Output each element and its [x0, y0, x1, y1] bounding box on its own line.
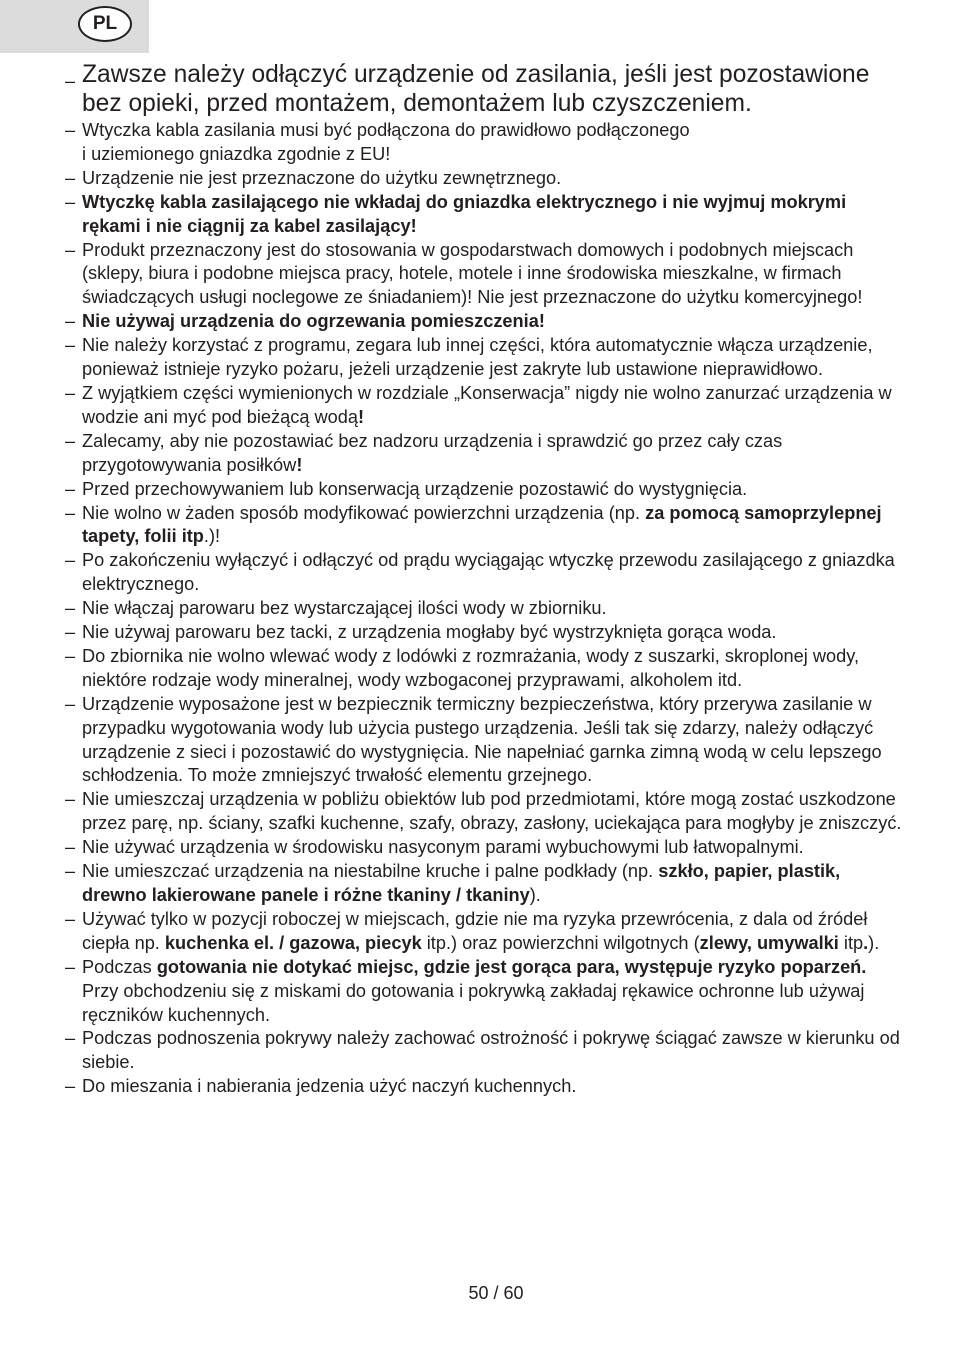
text-segment: Produkt przeznaczony jest do stosowania w gospodarstwach domowych i podobnych miejscach (sklepy, biura i podobne miejsca pracy, hotele, motele i inne środowiska mieszkalne, w firmach świadczących usługi noclegowe ze śniadaniem)! Nie jest przeznaczone do użytku komercyjnego! [82, 239, 863, 308]
list-item [65, 788, 905, 836]
text-segment: Nie używaj parowaru bez tacki, z urządzenia mogłaby być wystrzyknięta gorąca woda. [82, 622, 777, 643]
list-dash: – [65, 622, 76, 643]
list-item-text [82, 597, 905, 621]
list-item [65, 61, 905, 118]
list-dash: – [65, 120, 76, 140]
text-segment: Nie wolno w żaden sposób modyfikować powierzchni urządzenia (np. [82, 502, 646, 523]
list-dash: – [65, 645, 76, 666]
list-item [65, 478, 905, 502]
list-item-text [82, 788, 905, 836]
list-item-text [82, 239, 905, 311]
list-item-text [82, 860, 905, 908]
list-dash: – [65, 956, 76, 977]
language-badge: PL [78, 6, 132, 42]
list-item-text [82, 645, 905, 693]
list-dash: – [65, 239, 76, 260]
list-dash: – [65, 71, 76, 91]
language-tab [0, 0, 149, 53]
list-item-text [82, 310, 905, 334]
list-item [65, 1075, 905, 1099]
bold-text: gotowania nie dotykać miejsc, gdzie jest gorąca para, występuje ryzyko poparzeń. [156, 956, 867, 977]
list-dash: – [65, 502, 76, 523]
safety-instructions-list [65, 61, 905, 1099]
list-item [65, 836, 905, 860]
list-item [65, 191, 905, 239]
list-dash: – [65, 908, 76, 929]
list-dash: – [65, 789, 76, 810]
list-item-text [82, 1075, 905, 1099]
list-dash: – [65, 311, 76, 332]
text-segment: Zalecamy, aby nie pozostawiać bez nadzoru urządzenia i sprawdzić go przez cały czas przygotowywania posiłków [82, 430, 783, 475]
list-dash: – [65, 861, 76, 882]
list-dash: – [65, 191, 76, 212]
text-segment: Po zakończeniu wyłączyć i odłączyć od prądu wyciągając wtyczkę przewodu zasilającego z gniazdka elektrycznego. [82, 550, 895, 595]
list-item-text [82, 908, 905, 956]
list-item-text [82, 836, 905, 860]
list-dash: – [65, 167, 76, 188]
list-item [65, 167, 905, 191]
bold-text: Nie używaj urządzenia do ogrzewania pomieszczenia! [82, 311, 545, 332]
list-item [65, 693, 905, 789]
text-segment: Urządzenie nie jest przeznaczone do użytku zewnętrznego. [82, 167, 562, 188]
list-dash: – [65, 478, 76, 499]
bold-text: ! [296, 454, 303, 475]
list-item [65, 502, 905, 550]
list-item-text [82, 956, 905, 1028]
list-item [65, 956, 905, 1028]
list-item-text [82, 167, 905, 191]
bold-text: szkło, papier, plastik, drewno lakierowane panele i różne tkaniny / tkaniny [82, 861, 841, 905]
bold-text: za pomocą samoprzylepnej tapety, folii itp [82, 502, 882, 547]
list-dash: – [65, 335, 76, 356]
list-item [65, 621, 905, 645]
text-segment: Wtyczka kabla zasilania musi być podłączona do prawidłowo podłączonego [82, 120, 690, 140]
text-segment: itp [838, 932, 864, 953]
list-dash: – [65, 598, 76, 619]
list-dash: – [65, 1028, 76, 1049]
text-segment: ). [868, 932, 880, 953]
text-segment: Z wyjątkiem części wymienionych w rozdziale „Konserwacja” nigdy nie wolno zanurzać urządzenia w wodzie ani myć pod bieżącą wodą [82, 382, 892, 427]
list-item [65, 549, 905, 597]
text-segment: Używać tylko w pozycji roboczej w miejscach, gdzie nie ma ryzyka przewrócenia, z dala od źródeł ciepła np. [82, 908, 868, 953]
text-segment: Do zbiornika nie wolno wlewać wody z lodówki z rozmrażania, wody z suszarki, skroplonej wody, niektóre rodzaje wody mineralnej, wody wzbogaconej przyprawami, alkoholem itd. [82, 645, 859, 690]
bold-text: kuchenka el. / gazowa, piecyk [164, 932, 422, 953]
bold-text: zlewy, umywalki [699, 932, 839, 953]
list-item [65, 908, 905, 956]
text-segment: Podczas [82, 956, 157, 977]
text-segment: Zawsze należy odłączyć urządzenie od zasilania, jeśli jest pozostawione bez opieki, przed montażem, demontażem lub czyszczeniem. [82, 61, 870, 117]
text-segment: Urządzenie wyposażone jest w bezpiecznik termiczny bezpieczeństwa, który przerywa zasilanie w przypadku wygotowania wody lub użycia pustego urządzenia. Jeśli tak się zdarzy, należy odłączyć urządzenie z sieci i pozostawić do wystygnięcia. Nie napełniać garnka zimną wodą w celu lepszego schłodzenia. To może zmniejszyć trwałość elementu grzejnego. [82, 693, 882, 786]
text-segment: Podczas podnoszenia pokrywy należy zachować ostrożność i pokrywę ściągać zawsze w kierunku od siebie. [82, 1028, 900, 1073]
list-dash: – [65, 837, 76, 858]
list-item-text [82, 549, 905, 597]
text-segment: Nie należy korzystać z programu, zegara lub innej części, która automatycznie włącza urządzenie, ponieważ istnieje ryzyko pożaru, jeżeli urządzenie jest zakryte lub ustawione nieprawidłowo. [82, 335, 873, 380]
list-item-text [82, 191, 905, 239]
bold-text: ! [358, 406, 365, 427]
text-segment: .)! [203, 526, 221, 547]
list-dash: – [65, 550, 76, 571]
list-item [65, 382, 905, 430]
text-segment: Nie umieszczać urządzenia na niestabilne kruche i palne podkłady (np. [82, 861, 659, 882]
list-item [65, 597, 905, 621]
list-item-text [82, 61, 905, 118]
text-segment: ). [529, 885, 541, 905]
list-item-text [82, 430, 905, 478]
list-item-text [82, 478, 905, 502]
text-segment: Przy obchodzeniu się z miskami do gotowania i pokrywką zakładaj rękawice ochronne lub używaj ręczników kuchennych. [82, 980, 865, 1025]
list-dash: – [65, 693, 76, 714]
list-item-text [82, 334, 905, 382]
bold-text: Wtyczkę kabla zasilającego nie wkładaj do gniazdka elektrycznego i nie wyjmuj mokrymi rękami i nie ciągnij za kabel zasilający! [82, 191, 847, 236]
list-item-text [82, 693, 905, 789]
text-segment: i uziemionego gniazdka zgodnie z EU! [82, 143, 391, 164]
list-item [65, 239, 905, 311]
list-item [65, 310, 905, 334]
list-dash: – [65, 430, 76, 451]
page-number: 50 / 60 [468, 1283, 524, 1303]
text-segment: Nie włączaj parowaru bez wystarczającej ilości wody w zbiorniku. [82, 598, 607, 619]
list-item-text [82, 1027, 905, 1075]
text-segment: Przed przechowywaniem lub konserwacją urządzenie pozostawić do wystygnięcia. [82, 478, 748, 499]
text-segment: Do mieszania i nabierania jedzenia użyć naczyń kuchennych. [82, 1076, 577, 1097]
text-segment: itp.) oraz powierzchni wilgotnych ( [421, 932, 700, 953]
list-dash: – [65, 382, 76, 403]
list-item-text [82, 502, 905, 550]
list-item [65, 645, 905, 693]
list-item [65, 1027, 905, 1075]
bold-text: . [863, 932, 869, 953]
text-segment: Nie używać urządzenia w środowisku nasyconym parami wybuchowymi lub łatwopalnymi. [82, 837, 804, 858]
list-item [65, 119, 905, 167]
list-item-text [82, 382, 905, 430]
list-item [65, 860, 905, 908]
list-item-text [82, 621, 905, 645]
list-item-text [82, 119, 905, 167]
list-dash: – [65, 1076, 76, 1097]
list-item [65, 334, 905, 382]
list-item [65, 430, 905, 478]
text-segment: Nie umieszczaj urządzenia w pobliżu obiektów lub pod przedmiotami, które mogą zostać uszkodzone przez parę, np. ściany, szafki kuchenne, szafy, obrazy, zasłony, uciekająca para mogłyby je zniszczyć. [82, 789, 902, 834]
